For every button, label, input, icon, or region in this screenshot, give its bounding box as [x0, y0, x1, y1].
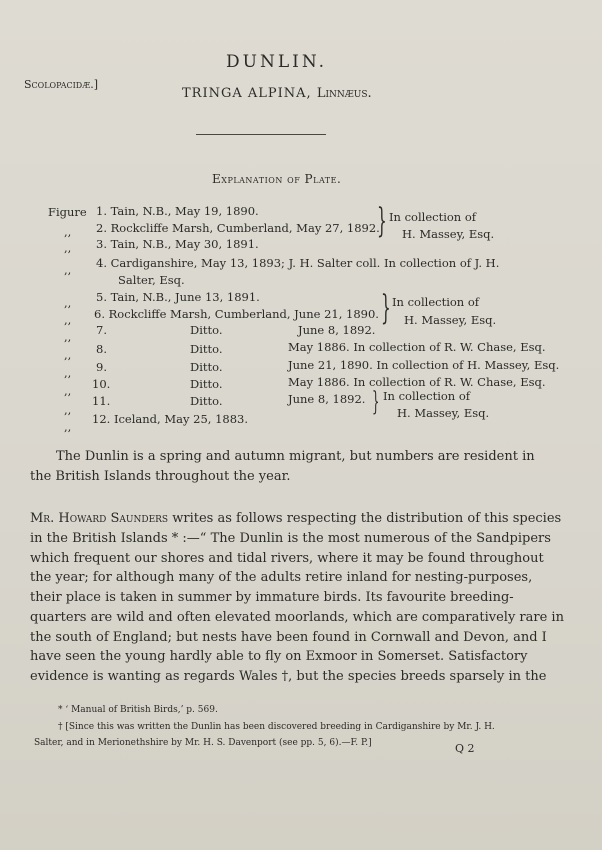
body-line: their place is taken in summer by immature birds. Its favourite breeding- [30, 590, 514, 605]
ditto-mark: ,, [64, 403, 72, 417]
figure-8-ditto: Ditto. [190, 342, 223, 356]
page-title: DUNLIN. [226, 52, 328, 72]
figure-10-num: 10. [92, 377, 111, 391]
figure-4: 4. Cardiganshire, May 13, 1893; J. H. Salter coll. In collection of J. H. [96, 256, 500, 270]
body-line: in the British Islands * :—“ The Dunlin is the most numerous of the Sandpipers [30, 531, 551, 546]
ditto-mark: ,, [64, 384, 72, 398]
body-line: the British Islands throughout the year. [30, 469, 291, 484]
figure-1: 1. Tain, N.B., May 19, 1890. [96, 204, 259, 218]
footnote: * ‘ Manual of British Birds,’ p. 569. [58, 705, 218, 715]
figure-4-cont: Salter, Esq. [118, 273, 185, 287]
species-binomial: TRINGA ALPINA, [182, 86, 312, 101]
figure-label: Figure [48, 205, 87, 219]
figure-8-date: May 1886. In collection of R. W. Chase, Esq. [288, 340, 546, 354]
brace-icon: } [381, 288, 391, 328]
ditto-mark: ,, [64, 241, 72, 255]
footnote: Salter, and in Merionethshire by Mr. H. S. Davenport (see pp. 5, 6).—F. P.] [34, 738, 372, 748]
ditto-mark: ,, [64, 348, 72, 362]
figure-9-date: June 21, 1890. In collection of H. Massey, Esq. [288, 358, 560, 372]
signature-mark: Q 2 [455, 742, 475, 755]
figure-9-ditto: Ditto. [190, 360, 223, 374]
brace-icon: } [372, 387, 380, 417]
figure-11-date: June 8, 1892. [288, 392, 366, 406]
ditto-mark: ,, [64, 263, 72, 277]
body-line: have seen the young hardly able to fly on Exmoor in Somerset. Satisfactory [30, 649, 528, 664]
figure-12: 12. Iceland, May 25, 1883. [92, 412, 248, 426]
body-line: quarters are wild and often elevated moorlands, which are comparatively rare in [30, 610, 564, 625]
figure-7-num: 7. [96, 323, 107, 337]
species-name [182, 86, 372, 101]
figure-7-date: June 8, 1892. [298, 323, 376, 337]
collection-note: In collection of [389, 210, 477, 224]
species-authority: Linnæus. [316, 86, 372, 101]
body-line: evidence is wanting as regards Wales †, but the species breeds sparsely in the [30, 669, 547, 684]
ditto-mark: ,, [64, 330, 72, 344]
figure-8-num: 8. [96, 342, 107, 356]
body-line-rest: writes as follows respecting the distribution of this species [168, 511, 562, 526]
figure-5: 5. Tain, N.B., June 13, 1891. [96, 290, 260, 304]
collection-note: In collection of [392, 295, 480, 309]
body-line: The Dunlin is a spring and autumn migrant, but numbers are resident in [56, 449, 535, 464]
body-line: which frequent our shores and tidal rivers, where it may be found throughout [30, 551, 544, 566]
ditto-mark: ,, [64, 296, 72, 310]
body-line: the south of England; but nests have been found in Cornwall and Devon, and I [30, 630, 547, 645]
figure-10-ditto: Ditto. [190, 377, 223, 391]
brace-icon: } [377, 201, 387, 241]
ditto-mark: ,, [64, 366, 72, 380]
author-name: Mr. Howard Saunders [30, 511, 169, 526]
collection-note: In collection of [383, 389, 471, 403]
divider-rule [196, 134, 326, 135]
figure-9-num: 9. [96, 360, 107, 374]
figure-7-ditto: Ditto. [190, 323, 223, 337]
body-line [30, 509, 561, 528]
ditto-mark: ,, [64, 313, 72, 327]
figure-11-ditto: Ditto. [190, 394, 223, 408]
figure-6: 6. Rockcliffe Marsh, Cumberland, June 21, 1890. [94, 307, 379, 321]
figure-11-num: 11. [92, 394, 111, 408]
collection-note: H. Massey, Esq. [404, 313, 497, 327]
footnote: † [Since this was written the Dunlin has been discovered breeding in Cardiganshire by Mr. J. H. [58, 722, 495, 732]
figure-2: 2. Rockcliffe Marsh, Cumberland, May 27, 1892. [96, 221, 380, 235]
body-line: the year; for although many of the adults retire inland for nesting-purposes, [30, 570, 533, 585]
family-label: Scolopacidæ.] [24, 78, 99, 91]
ditto-mark: ,, [64, 225, 72, 239]
figure-3: 3. Tain, N.B., May 30, 1891. [96, 237, 259, 251]
ditto-mark: ,, [64, 420, 72, 434]
collection-note: H. Massey, Esq. [397, 406, 490, 420]
explanation-heading: Explanation of Plate. [212, 172, 342, 186]
collection-note: H. Massey, Esq. [402, 227, 495, 241]
figure-10-date: May 1886. In collection of R. W. Chase, Esq. [288, 375, 546, 389]
